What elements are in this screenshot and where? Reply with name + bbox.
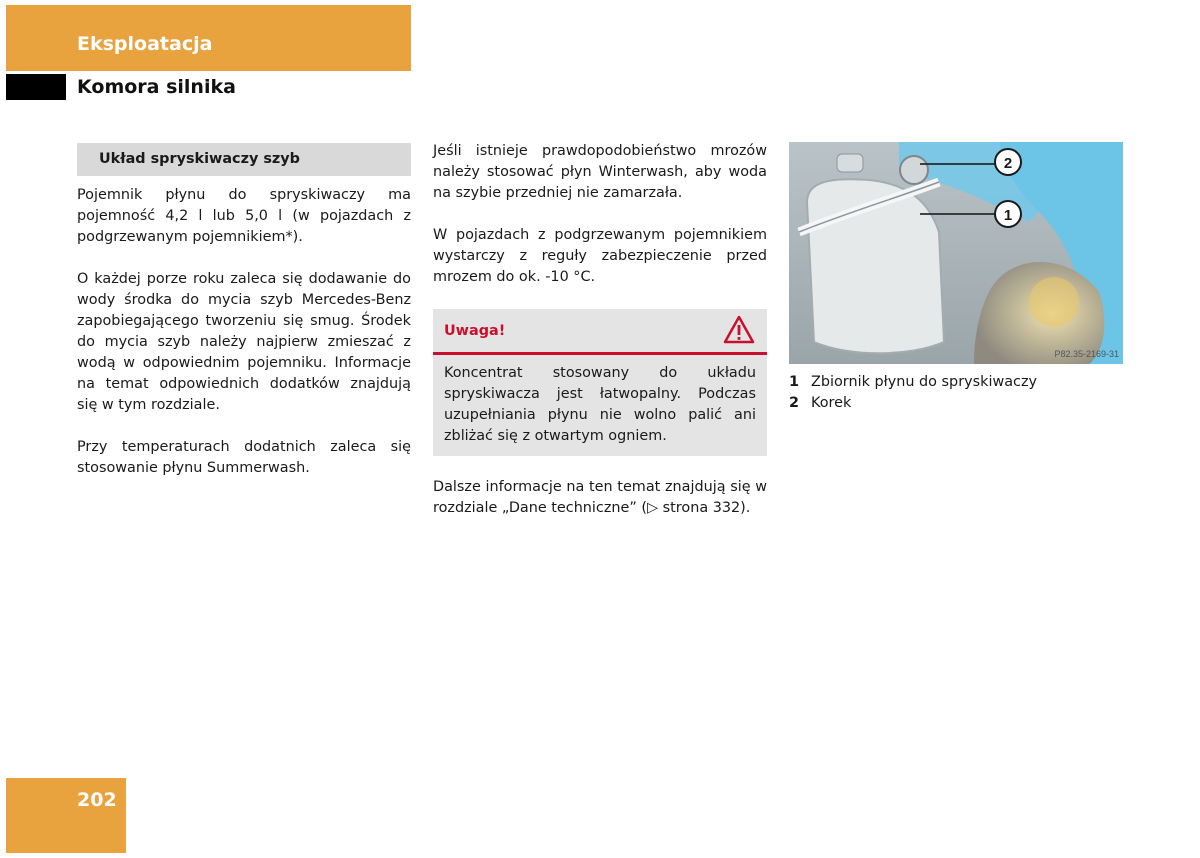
image-code: P82.35-2169-31 [1054, 349, 1119, 359]
legend-number: 1 [789, 374, 800, 390]
callout-2 [995, 149, 1021, 175]
engine-illustration [789, 142, 1123, 364]
column-right [789, 142, 1123, 414]
figure-legend [789, 372, 1123, 414]
page-number: 202 [77, 789, 117, 811]
paragraph: W pojazdach z podgrzewanym pojemnikiem wystarczy z reguły zabezpieczenie przed mrozem do ok. -10 °C. [433, 227, 767, 285]
warning-title: Uwaga! [444, 323, 506, 339]
legend-label: Korek [811, 395, 852, 411]
callout-1 [995, 201, 1021, 227]
warning-header [433, 309, 767, 355]
cross-reference: Dalsze informacje na ten temat znajdują się w rozdziale „Dane techniczne” (▷ strona 332). [433, 479, 767, 516]
svg-text:2: 2 [1003, 155, 1013, 172]
warning-text: Koncentrat stosowany do układu spryskiwacza jest łatwopalny. Podczas uzupełniania płynu nie wolno palić ani zbliżać się z otwartym ogniem. [444, 365, 756, 444]
section-title: Komora silnika [77, 76, 236, 98]
column-left [77, 143, 411, 500]
legend-number: 2 [789, 395, 800, 411]
subheading: Układ spryskiwaczy szyb [77, 143, 411, 176]
paragraph: O każdej porze roku zaleca się dodawanie do wody środka do mycia szyb Mercedes-Benz zapobiegającego tworzeniu się smug. Środek do mycia szyb należy najpierw zmieszać z wodą w odpowiednim pojemniku. Informacje na temat odpowiednich dodatków znajdują się w tym rozdziale. [77, 271, 411, 413]
paragraph: Jeśli istnieje prawdopodobieństwo mrozów należy stosować płyn Winterwash, aby woda na szybie przedniej nie zamarzała. [433, 143, 767, 201]
legend-item [789, 393, 1123, 414]
legend-label: Zbiornik płynu do spryskiwaczy [811, 374, 1038, 390]
section-marker [6, 74, 66, 100]
paragraph: Przy temperaturach dodatnich zaleca się stosowanie płynu Summerwash. [77, 439, 411, 476]
engine-compartment-figure [789, 142, 1123, 364]
legend-item [789, 372, 1123, 393]
paragraph: Pojemnik płynu do spryskiwaczy ma pojemność 4,2 l lub 5,0 l (w pojazdach z podgrzewanym pojemnikiem*). [77, 187, 411, 245]
warning-box [433, 309, 767, 456]
chapter-title: Eksploatacja [77, 33, 213, 55]
svg-text:1: 1 [1003, 207, 1013, 224]
column-middle [433, 141, 767, 540]
warning-triangle-icon [723, 315, 755, 345]
